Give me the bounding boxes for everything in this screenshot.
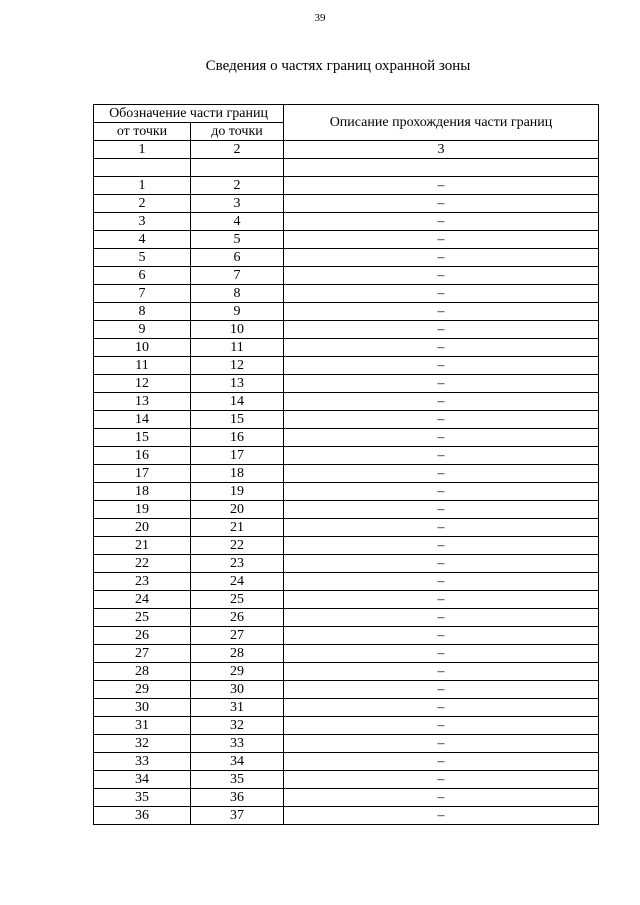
to-point-cell: 16 [191,429,284,447]
to-point-cell: 4 [191,213,284,231]
description-cell: – [284,375,599,393]
to-point-cell: 3 [191,195,284,213]
description-cell: – [284,807,599,825]
to-point-cell: 24 [191,573,284,591]
to-point-cell: 34 [191,753,284,771]
from-point-cell: 16 [94,447,191,465]
to-point-cell: 11 [191,339,284,357]
description-cell: – [284,663,599,681]
from-point-cell: 36 [94,807,191,825]
description-cell: – [284,645,599,663]
to-point-cell: 30 [191,681,284,699]
from-point-cell: 30 [94,699,191,717]
description-cell: – [284,519,599,537]
description-cell: – [284,699,599,717]
table-row [94,321,599,339]
from-point-cell: 19 [94,501,191,519]
description-cell: – [284,285,599,303]
table-row [94,591,599,609]
from-point-cell: 24 [94,591,191,609]
header-from-point: от точки [94,123,191,141]
from-point-cell: 4 [94,231,191,249]
to-point-cell: 2 [191,177,284,195]
description-cell: – [284,591,599,609]
to-point-cell: 19 [191,483,284,501]
description-cell: – [284,213,599,231]
from-point-cell: 20 [94,519,191,537]
from-point-cell: 17 [94,465,191,483]
description-cell: – [284,267,599,285]
table-row [94,663,599,681]
to-point-cell: 32 [191,717,284,735]
blank-cell [191,159,284,177]
to-point-cell: 20 [191,501,284,519]
table-row [94,807,599,825]
description-cell: – [284,771,599,789]
to-point-cell: 8 [191,285,284,303]
description-cell: – [284,717,599,735]
column-number: 2 [191,141,284,159]
table-row [94,231,599,249]
blank-row [94,159,599,177]
table-row [94,303,599,321]
from-point-cell: 15 [94,429,191,447]
table-row [94,537,599,555]
table-row [94,573,599,591]
description-cell: – [284,537,599,555]
from-point-cell: 22 [94,555,191,573]
table-row [94,645,599,663]
table-row [94,447,599,465]
column-number: 3 [284,141,599,159]
table-row [94,555,599,573]
description-cell: – [284,357,599,375]
page-number: 39 [314,12,326,24]
from-point-cell: 12 [94,375,191,393]
to-point-cell: 13 [191,375,284,393]
boundary-parts-table [93,104,599,825]
description-cell: – [284,465,599,483]
to-point-cell: 27 [191,627,284,645]
description-cell: – [284,753,599,771]
from-point-cell: 2 [94,195,191,213]
to-point-cell: 33 [191,735,284,753]
table-row [94,789,599,807]
from-point-cell: 13 [94,393,191,411]
from-point-cell: 9 [94,321,191,339]
table-row [94,699,599,717]
description-cell: – [284,393,599,411]
from-point-cell: 28 [94,663,191,681]
to-point-cell: 23 [191,555,284,573]
table-row [94,465,599,483]
table-row [94,717,599,735]
table-row [94,177,599,195]
table-row [94,501,599,519]
from-point-cell: 3 [94,213,191,231]
table-row [94,195,599,213]
from-point-cell: 7 [94,285,191,303]
from-point-cell: 11 [94,357,191,375]
header-boundary-description: Описание прохождения части границ [284,105,599,141]
description-cell: – [284,789,599,807]
description-cell: – [284,483,599,501]
from-point-cell: 1 [94,177,191,195]
description-cell: – [284,735,599,753]
to-point-cell: 21 [191,519,284,537]
table-row [94,753,599,771]
description-cell: – [284,555,599,573]
from-point-cell: 33 [94,753,191,771]
table-row [94,681,599,699]
to-point-cell: 5 [191,231,284,249]
from-point-cell: 8 [94,303,191,321]
table-row [94,411,599,429]
to-point-cell: 37 [191,807,284,825]
from-point-cell: 23 [94,573,191,591]
from-point-cell: 31 [94,717,191,735]
from-point-cell: 26 [94,627,191,645]
to-point-cell: 17 [191,447,284,465]
from-point-cell: 27 [94,645,191,663]
description-cell: – [284,177,599,195]
to-point-cell: 9 [191,303,284,321]
description-cell: – [284,609,599,627]
description-cell: – [284,447,599,465]
table-row [94,393,599,411]
to-point-cell: 28 [191,645,284,663]
description-cell: – [284,339,599,357]
to-point-cell: 10 [191,321,284,339]
from-point-cell: 35 [94,789,191,807]
table-row [94,375,599,393]
description-cell: – [284,681,599,699]
description-cell: – [284,303,599,321]
table-row [94,339,599,357]
to-point-cell: 6 [191,249,284,267]
description-cell: – [284,411,599,429]
description-cell: – [284,573,599,591]
from-point-cell: 32 [94,735,191,753]
to-point-cell: 31 [191,699,284,717]
description-cell: – [284,501,599,519]
column-number-row [94,141,599,159]
to-point-cell: 12 [191,357,284,375]
to-point-cell: 29 [191,663,284,681]
header-to-point: до точки [191,123,284,141]
from-point-cell: 6 [94,267,191,285]
column-number: 1 [94,141,191,159]
from-point-cell: 14 [94,411,191,429]
table-row [94,627,599,645]
table-row [94,519,599,537]
to-point-cell: 35 [191,771,284,789]
from-point-cell: 29 [94,681,191,699]
from-point-cell: 10 [94,339,191,357]
table-row [94,285,599,303]
to-point-cell: 14 [191,393,284,411]
from-point-cell: 18 [94,483,191,501]
to-point-cell: 18 [191,465,284,483]
blank-cell [94,159,191,177]
table-row [94,213,599,231]
document-title: Сведения о частях границ охранной зоны [205,58,471,74]
to-point-cell: 7 [191,267,284,285]
table-row [94,429,599,447]
description-cell: – [284,195,599,213]
to-point-cell: 15 [191,411,284,429]
from-point-cell: 25 [94,609,191,627]
description-cell: – [284,321,599,339]
table-row [94,771,599,789]
table-row [94,735,599,753]
description-cell: – [284,249,599,267]
to-point-cell: 25 [191,591,284,609]
table-row [94,267,599,285]
from-point-cell: 5 [94,249,191,267]
to-point-cell: 22 [191,537,284,555]
blank-cell [284,159,599,177]
description-cell: – [284,429,599,447]
table-row [94,483,599,501]
from-point-cell: 21 [94,537,191,555]
table-row [94,357,599,375]
table-row [94,249,599,267]
to-point-cell: 26 [191,609,284,627]
to-point-cell: 36 [191,789,284,807]
table-row [94,609,599,627]
from-point-cell: 34 [94,771,191,789]
header-boundary-designation: Обозначение части границ [94,105,284,123]
description-cell: – [284,231,599,249]
description-cell: – [284,627,599,645]
